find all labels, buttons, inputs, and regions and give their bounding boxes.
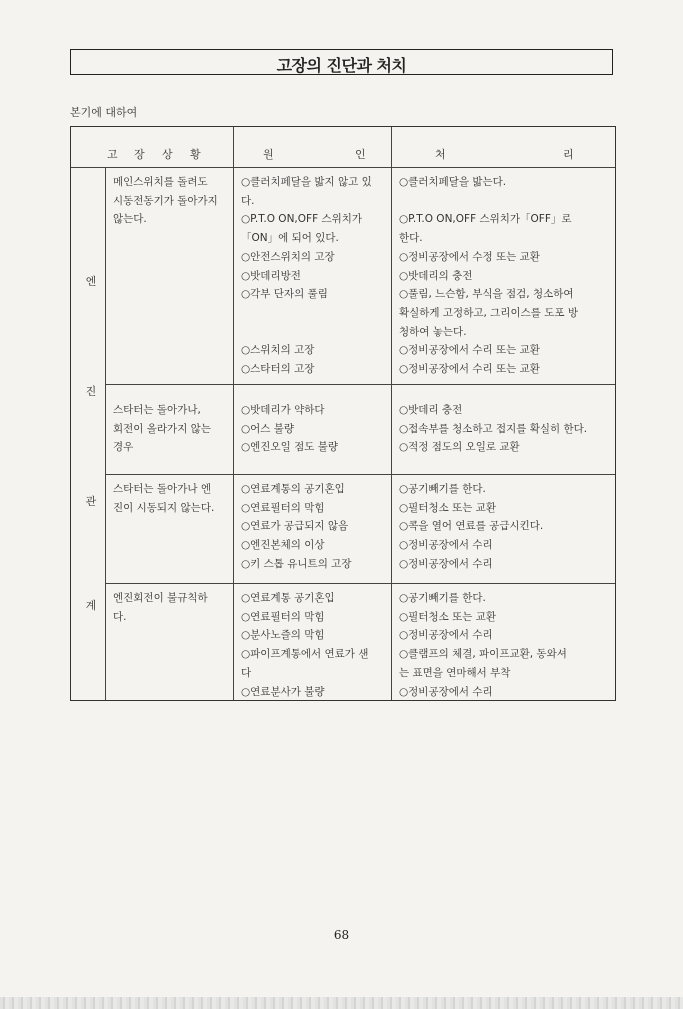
row-4-cause-line: ○파이프계통에서 연료가 샌 bbox=[241, 648, 369, 661]
row-4-situation-line: 엔진회전이 불규칙하 bbox=[113, 592, 208, 604]
spacer bbox=[241, 323, 372, 342]
row-2-action-line: ○적정 점도의 오일로 교환 bbox=[399, 441, 520, 454]
troubleshooting-table bbox=[70, 126, 616, 701]
col-divider-action bbox=[391, 127, 392, 700]
row-1-action-line: ○밧데리의 충전 bbox=[399, 269, 473, 282]
row-3-situation-line: 스타터는 돌아가나 엔 bbox=[113, 483, 211, 495]
row-divider-1 bbox=[105, 384, 615, 385]
row-1-action-line: ○정비공장에서 수리 또는 교환 bbox=[399, 344, 540, 357]
row-divider-2 bbox=[105, 474, 615, 475]
row-2-situation-line: 경우 bbox=[113, 441, 134, 454]
title-box bbox=[70, 49, 613, 75]
row-4-action-line: 는 표면을 연마해서 부착 bbox=[399, 666, 511, 679]
category-char-1: 엔 bbox=[85, 275, 97, 288]
row-4-cause-line: ○연료필터의 막힘 bbox=[241, 610, 325, 623]
row-4-cause-line: 다 bbox=[241, 666, 252, 679]
row-1-situation bbox=[113, 173, 218, 229]
section-subtitle: 본기에 대하여 bbox=[70, 106, 138, 119]
row-4-causes bbox=[241, 589, 368, 701]
row-1-cause-line: 다. bbox=[241, 194, 255, 207]
header-divider bbox=[71, 167, 615, 168]
row-2-situation-line: 회전이 올라가지 않는 bbox=[113, 422, 211, 435]
row-2-cause-line: ○밧데리가 약하다 bbox=[241, 404, 325, 416]
row-4-cause-line: ○연료계통 공기혼입 bbox=[241, 592, 335, 604]
row-1-cause-line: ○P.T.O ON,OFF 스위치가 bbox=[241, 213, 363, 226]
page-title: 고장의 진단과 처치 bbox=[276, 56, 407, 75]
row-4-action-line: ○공기빼기를 한다. bbox=[399, 592, 486, 604]
row-1-causes bbox=[241, 173, 372, 379]
row-1-action-line: 확실하게 고정하고, 그리이스를 도포 방 bbox=[399, 306, 578, 319]
row-4-action-line: ○정비공장에서 수리 bbox=[399, 685, 493, 698]
row-4-situation-line: 다. bbox=[113, 610, 127, 623]
row-1-action-line: ○클러치페달을 밟는다. bbox=[399, 176, 507, 188]
row-1-cause-line: ○안전스위치의 고장 bbox=[241, 250, 335, 263]
row-4-situation bbox=[113, 589, 208, 626]
row-2-action-line: ○접속부를 청소하고 접지를 확실히 한다. bbox=[399, 422, 588, 435]
header-cause-2: 인 bbox=[355, 148, 366, 161]
row-3-action-line: ○공기빼기를 한다. bbox=[399, 483, 486, 495]
row-1-situation-line: 시동전동기가 돌아가지 bbox=[113, 194, 218, 207]
row-1-cause-line: ○밧데리방전 bbox=[241, 269, 301, 282]
row-1-action-line: ○정비공장에서 수정 또는 교환 bbox=[399, 250, 540, 263]
row-3-cause-line: ○키 스톱 유니트의 고장 bbox=[241, 557, 352, 570]
row-3-action-line: ○필터청소 또는 교환 bbox=[399, 501, 496, 514]
row-3-action-line: ○정비공장에서 수리 bbox=[399, 557, 493, 570]
row-3-cause-line: ○연료가 공급되지 않음 bbox=[241, 520, 349, 533]
row-1-actions bbox=[399, 173, 578, 379]
spacer bbox=[399, 192, 578, 211]
row-1-action-line: ○P.T.O ON,OFF 스위치가「OFF」로 bbox=[399, 213, 572, 226]
row-1-action-line: 한다. bbox=[399, 232, 423, 245]
row-3-cause-line: ○연료계통의 공기혼입 bbox=[241, 483, 345, 495]
row-3-cause-line: ○연료필터의 막힘 bbox=[241, 501, 325, 514]
page-number: 68 bbox=[333, 928, 350, 942]
row-2-situation bbox=[113, 401, 211, 457]
row-2-situation-line: 스타터는 돌아가나, bbox=[113, 404, 201, 416]
row-3-action-line: ○정비공장에서 수리 bbox=[399, 539, 493, 552]
row-1-cause-line: ○클러치페달을 밟지 않고 있 bbox=[241, 176, 372, 188]
header-situation-2: 장 bbox=[134, 148, 145, 161]
category-char-4: 계 bbox=[85, 599, 97, 612]
row-4-cause-line: ○분사노즐의 막힘 bbox=[241, 629, 325, 642]
row-2-cause-line: ○엔진오일 점도 불량 bbox=[241, 441, 338, 454]
row-2-causes bbox=[241, 401, 338, 457]
category-char-2: 진 bbox=[85, 385, 97, 398]
row-1-action-line: ○정비공장에서 수리 또는 교환 bbox=[399, 363, 540, 376]
header-situation-1: 고 bbox=[107, 148, 118, 161]
row-4-actions bbox=[399, 589, 567, 701]
row-1-cause-line: 「ON」에 되어 있다. bbox=[241, 232, 339, 245]
header-action-2: 리 bbox=[563, 148, 574, 161]
row-3-situation bbox=[113, 480, 214, 517]
category-char-3: 관 bbox=[85, 495, 97, 508]
row-1-action-line: ○풀림, 느슨함, 부식을 점검, 청소하여 bbox=[399, 288, 574, 301]
row-1-situation-line: 않는다. bbox=[113, 213, 147, 226]
row-4-cause-line: ○연료분사가 불량 bbox=[241, 685, 325, 698]
row-3-causes bbox=[241, 480, 351, 574]
row-3-actions bbox=[399, 480, 543, 574]
row-4-action-line: ○필터청소 또는 교환 bbox=[399, 610, 496, 623]
spacer bbox=[241, 304, 372, 323]
row-2-cause-line: ○어스 불량 bbox=[241, 422, 295, 435]
header-situation-4: 황 bbox=[190, 148, 201, 161]
col-divider-category bbox=[105, 167, 106, 700]
row-2-action-line: ○밧데리 충전 bbox=[399, 404, 463, 416]
row-divider-3 bbox=[105, 583, 615, 584]
col-divider-cause bbox=[233, 127, 234, 700]
header-cause-1: 원 bbox=[263, 148, 274, 161]
header-action-1: 처 bbox=[435, 148, 446, 161]
row-4-action-line: ○클램프의 체결, 파이프교환, 동와셔 bbox=[399, 648, 567, 661]
row-3-cause-line: ○엔진본체의 이상 bbox=[241, 539, 325, 552]
row-1-cause-line: ○각부 단자의 풀림 bbox=[241, 288, 328, 301]
row-3-action-line: ○콕을 열어 연료를 공급시킨다. bbox=[399, 520, 544, 533]
row-2-actions bbox=[399, 401, 587, 457]
row-1-situation-line: 메인스위치를 돌려도 bbox=[113, 176, 208, 188]
row-1-cause-line: ○스위치의 고장 bbox=[241, 344, 315, 357]
row-1-cause-line: ○스타터의 고장 bbox=[241, 363, 315, 375]
row-1-action-line: 청하여 놓는다. bbox=[399, 325, 467, 338]
scan-edge-artifact bbox=[0, 997, 683, 1009]
row-4-action-line: ○정비공장에서 수리 bbox=[399, 629, 493, 642]
row-3-situation-line: 진이 시동되지 않는다. bbox=[113, 501, 215, 514]
header-situation-3: 상 bbox=[162, 148, 173, 161]
